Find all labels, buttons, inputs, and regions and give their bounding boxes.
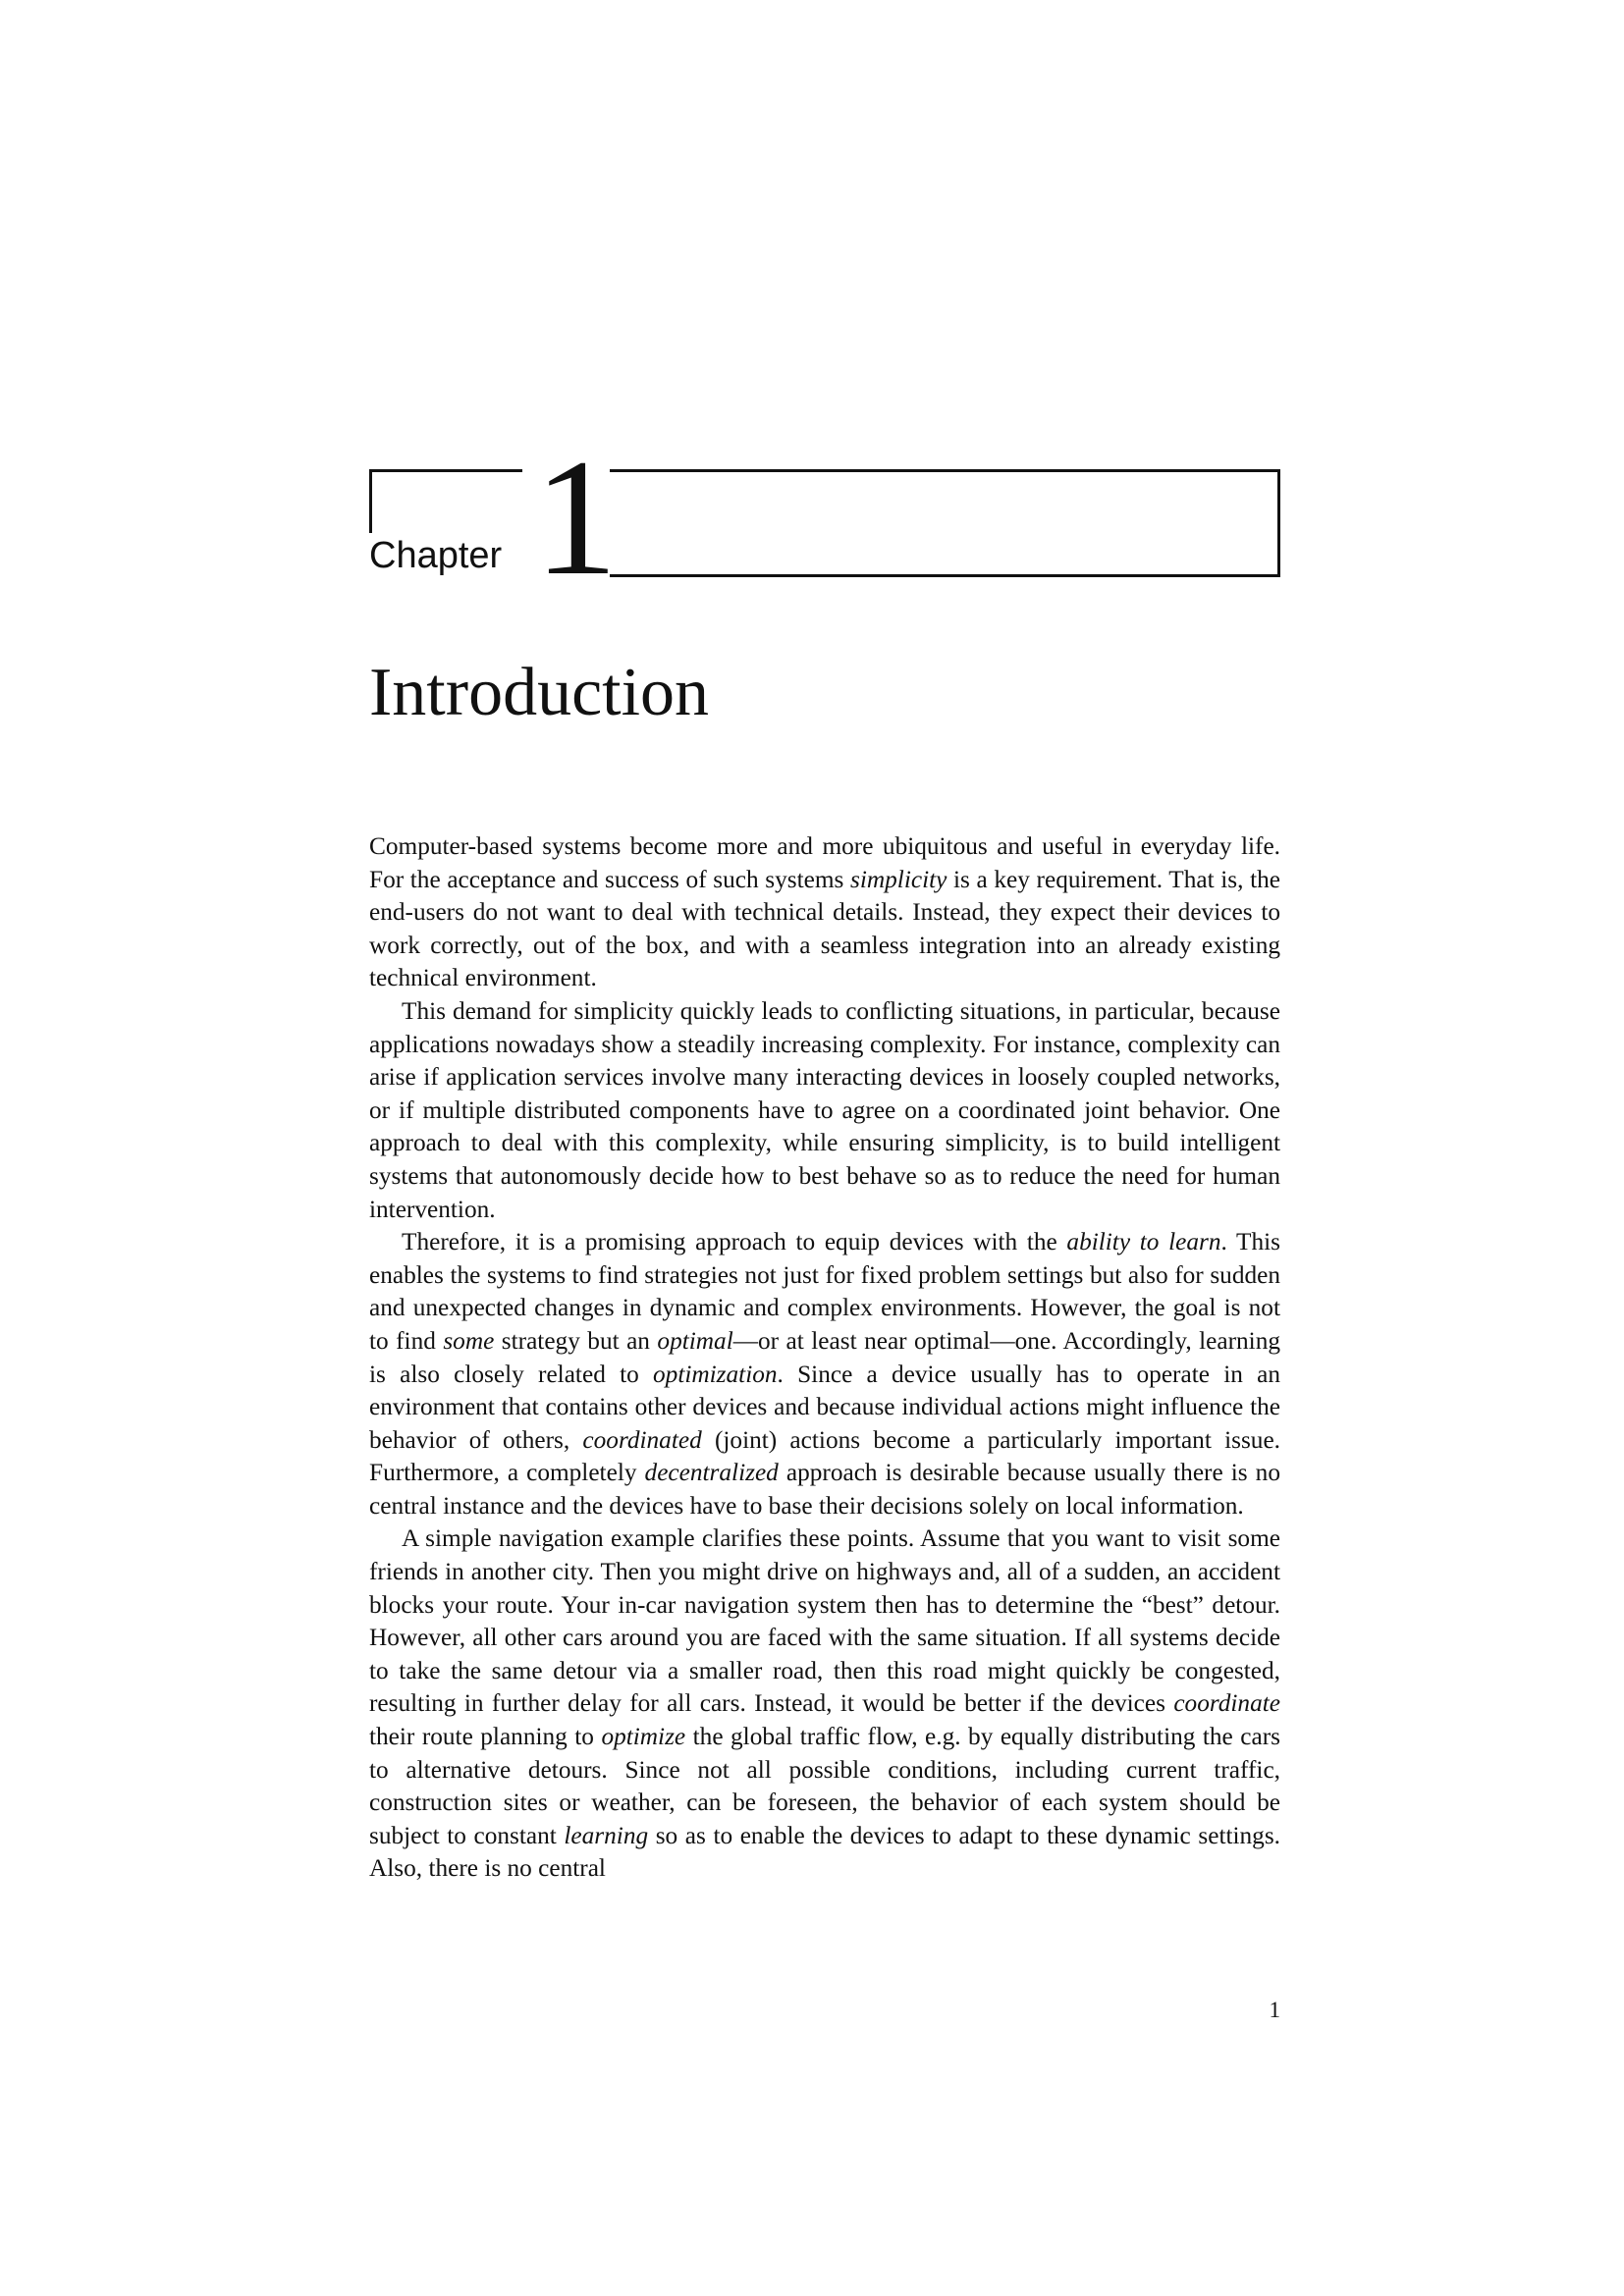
emphasis-text: simplicity (850, 865, 947, 893)
chapter-frame-left (369, 469, 522, 533)
emphasis-text: ability to learn (1066, 1228, 1221, 1256)
chapter-label: Chapter (369, 535, 503, 576)
paragraph-4: A simple navigation example clarifies these points. Assume that you want to visit some friends in another city. Then you might drive on highways and, all of a sudden, an accident blocks your route. Your in-car navigation system then has to determine the “best” detour. However, all other cars around you are faced with the same situation. If all systems decide to take the same detour via a smaller road, then this road might quickly be congested, resulting in further delay for all cars. Instead, it would be better if the devices coordinate their route planning to optimize the global traffic flow, e.g. by equally distributing the cars to alternative detours. Since not all possible conditions, including current traffic, construction sites or weather, can be foreseen, the behavior of each system should be subject to constant learning so as to enable the devices to adapt to these dynamic settings. Also, there is no central (369, 1524, 1280, 1883)
emphasis-text: coordinated (582, 1425, 702, 1454)
emphasis-text: learning (564, 1821, 649, 1849)
emphasis-text: optimal (657, 1326, 733, 1355)
chapter-frame-right (610, 469, 1280, 577)
chapter-title: Introduction (369, 655, 710, 730)
emphasis-text: optimization (653, 1360, 778, 1388)
chapter-heading (369, 425, 1280, 610)
body-text (369, 830, 1280, 1886)
paragraph-1: Computer-based systems become more and more ubiquitous and useful in everyday life. For the acceptance and success of such systems simplicity is a key requirement. That is, the end-users do not want to deal with technical details. Instead, they expect their devices to work correctly, out of the box, and with a seamless integration into an already existing technical environment. (369, 832, 1280, 992)
chapter-number: 1 (534, 425, 618, 610)
page-number: 1 (1269, 1998, 1280, 2022)
emphasis-text: decentralized (644, 1459, 779, 1487)
paragraph-3: Therefore, it is a promising approach to equip devices with the ability to learn. This enables the systems to find strategies not just for fixed problem settings but also for sudden and unexpected changes in dynamic and complex environments. However, the goal is not to find some strategy but an optimal—or at least near optimal—one. Accordingly, learning is also closely related to optimization. Since a device usually has to operate in an environment that contains other devices and because individual actions might influence the behavior of others, coordinated (joint) actions become a particularly important issue. Furthermore, a completely decentralized approach is desirable because usually there is no central instance and the devices have to base their decisions solely on local information. (369, 1228, 1281, 1520)
emphasis-text: optimize (601, 1723, 686, 1751)
emphasis-text: some (443, 1326, 495, 1355)
emphasis-text: coordinate (1173, 1689, 1280, 1718)
paragraph-2: This demand for simplicity quickly leads to conflicting situations, in particular, because applications nowadays show a steadily increasing complexity. For instance, complexity can arise if application services involve many interacting devices in loosely coupled networks, or if multiple distributed components have to agree on a coordinated joint behavior. One approach to deal with this complexity, while ensuring simplicity, is to build intelligent systems that autonomously decide how to best behave so as to reduce the need for human intervention. (369, 996, 1280, 1223)
